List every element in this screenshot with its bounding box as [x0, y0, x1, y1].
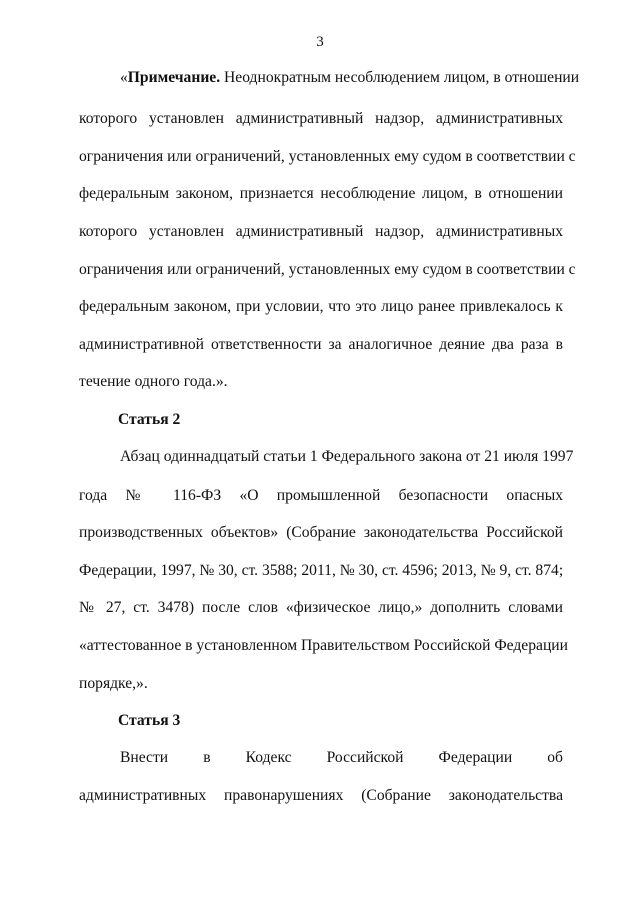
- page-number: 3: [316, 34, 324, 50]
- note-line-8: административной ответственности за аналогичное деяние два раза в: [79, 336, 563, 353]
- note-line-5: которого установлен административный надзор, административных: [79, 223, 563, 240]
- article-2-line-2: года № 116-ФЗ «О промышленной безопасности опасных: [79, 487, 563, 504]
- article-2-line-6: «аттестованное в установленном Правительством Российской Федерации: [79, 637, 568, 654]
- article-2-heading: Статья 2: [118, 411, 181, 428]
- note-line-1: [120, 68, 580, 88]
- opening-quote: «: [120, 69, 128, 86]
- note-label: Примечание.: [127, 69, 221, 86]
- note-line-2: которого установлен административный надзор, административных: [79, 110, 563, 127]
- note-line-7: федеральным законом, при условии, что это лицо ранее привлекалось к: [79, 298, 563, 315]
- article-2-line-1: Абзац одиннадцатый статьи 1 Федерального закона от 21 июля 1997: [120, 448, 574, 465]
- note-line-4: федеральным законом, признается несоблюдение лицом, в отношении: [79, 185, 563, 202]
- note-line-6: ограничения или ограничений, установленных ему судом в соответствии с: [79, 261, 576, 278]
- article-2-line-3: производственных объектов» (Собрание законодательства Российской: [79, 524, 563, 541]
- article-2-line-4: Федерации, 1997, № 30, ст. 3588; 2011, № 30, ст. 4596; 2013, № 9, ст. 874;: [79, 562, 564, 579]
- article-2-line-5: № 27, ст. 3478) после слов «физическое лицо,» дополнить словами: [79, 599, 563, 616]
- article-3-line-1: Внести в Кодекс Российской Федерации об: [120, 749, 563, 766]
- note-text: Неоднократным несоблюдением лицом, в отношении: [220, 69, 580, 86]
- article-3-line-2: административных правонарушениях (Собрание законодательства: [79, 787, 563, 804]
- note-line-3: ограничения или ограничений, установленных ему судом в соответствии с: [79, 148, 576, 165]
- note-line-9: течение одного года.».: [79, 373, 228, 390]
- article-2-line-7: порядке,».: [79, 675, 148, 692]
- article-3-heading: Статья 3: [118, 712, 181, 729]
